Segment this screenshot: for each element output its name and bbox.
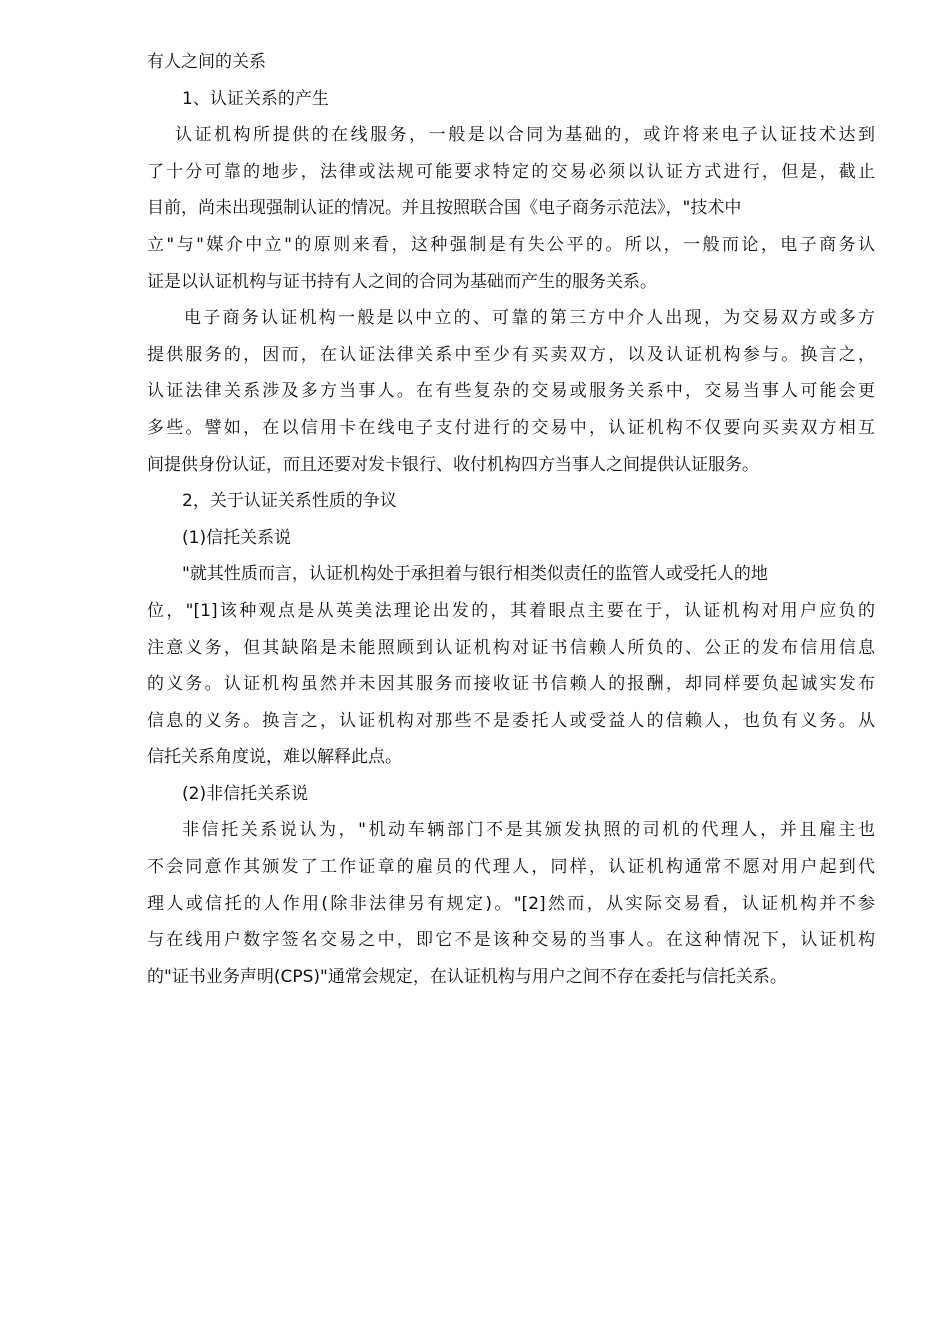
text-line: 位，"[1]该种观点是从英美法理论出发的，其着眼点主要在于，认证机构对用户应负的 <box>147 600 875 621</box>
subsection-heading: (1)信托关系说 <box>182 527 292 548</box>
document-body <box>147 44 875 995</box>
text-line: 多些。譬如，在以信用卡在线电子支付进行的交易中，认证机构不仅要向买卖双方相互 <box>147 417 875 438</box>
text-line: "就其性质而言，认证机构处于承担着与银行相类似责任的监管人或受托人的地 <box>182 564 768 585</box>
text-line: 信托关系角度说，难以解释此点。 <box>147 747 402 768</box>
text-line: 电子商务认证机构一般是以中立的、可靠的第三方中介人出现，为交易双方或多方 <box>184 308 875 329</box>
text-line: 的义务。认证机构虽然并未因其服务而接收证书信赖人的报酬，却同样要负起诚实发布 <box>147 674 875 695</box>
text-line: 目前，尚未出现强制认证的情况。并且按照联合国《电子商务示范法》，"技术中 <box>147 198 742 219</box>
subsection-heading: (2)非信托关系说 <box>182 783 309 804</box>
text-line: 不会同意作其颁发了工作证章的雇员的代理人，同样，认证机构通常不愿对用户起到代 <box>147 857 875 878</box>
section-heading: 2，关于认证关系性质的争议 <box>182 491 397 512</box>
text-line: 与在线用户数字签名交易之中，即它不是该种交易的当事人。在这种情况下，认证机构 <box>147 930 875 951</box>
text-line: 理人或信托的人作用(除非法律另有规定)。"[2]然而，从实际交易看，认证机构并不参 <box>147 893 875 914</box>
text-line: 证是以认证机构与证书持有人之间的合同为基础而产生的服务关系。 <box>147 271 657 292</box>
text-line: 有人之间的关系 <box>147 52 266 72</box>
text-line: 非信托关系说认为，"机动车辆部门不是其颁发执照的司机的代理人，并且雇主也 <box>182 820 875 841</box>
text-line: 信息的义务。换言之，认证机构对那些不是委托人或受益人的信赖人，也负有义务。从 <box>147 710 875 731</box>
text-line: 认证机构所提供的在线服务，一般是以合同为基础的，或许将来电子认证技术达到 <box>175 125 875 146</box>
text-line: 了十分可靠的地步，法律或法规可能要求特定的交易必须以认证方式进行，但是，截止 <box>147 161 875 182</box>
text-line: 提供服务的，因而，在认证法律关系中至少有买卖双方，以及认证机构参与。换言之， <box>147 344 875 365</box>
text-line: 的"证书业务声明(CPS)"通常会规定，在认证机构与用户之间不存在委托与信托关系。 <box>147 966 787 987</box>
text-line: 注意义务，但其缺陷是未能照顾到认证机构对证书信赖人所负的、公正的发布信用信息 <box>147 637 875 658</box>
text-line: 间提供身份认证，而且还要对发卡银行、收付机构四方当事人之间提供认证服务。 <box>147 454 759 475</box>
section-heading: 1、认证关系的产生 <box>182 88 329 109</box>
text-line: 认证法律关系涉及多方当事人。在有些复杂的交易或服务关系中，交易当事人可能会更 <box>147 381 875 402</box>
text-line: 立"与"媒介中立"的原则来看，这种强制是有失公平的。所以，一般而论，电子商务认 <box>147 234 875 255</box>
